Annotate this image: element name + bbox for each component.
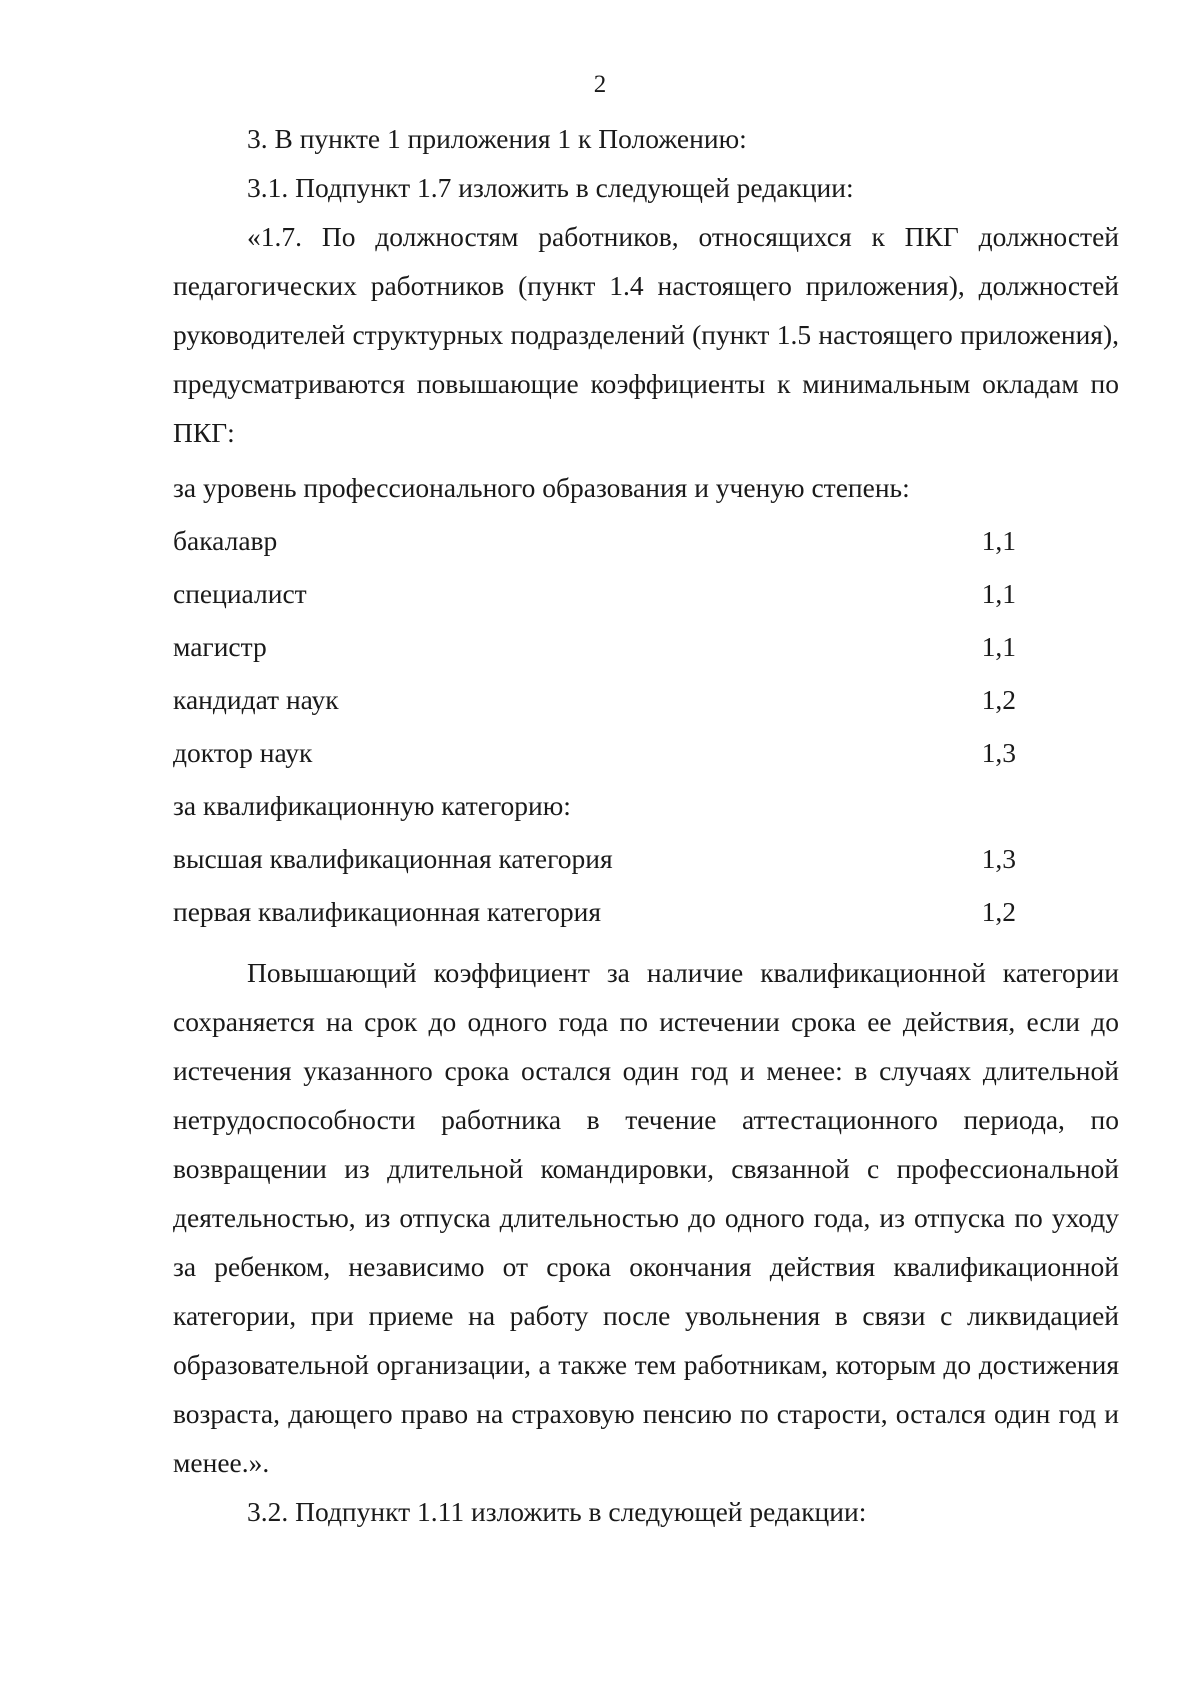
page-number: 2 bbox=[593, 71, 607, 98]
coefficient-label: высшая квалификационная категория bbox=[173, 843, 613, 874]
coefficient-value: 1,1 bbox=[981, 525, 1016, 556]
coefficient-value: 1,1 bbox=[981, 631, 1016, 662]
coefficient-row bbox=[173, 620, 1016, 673]
coefficient-row bbox=[173, 832, 1016, 885]
coefficient-label: кандидат наук bbox=[173, 684, 339, 715]
subitem-3-1: 3.1. Подпункт 1.7 изложить в следующей редакции: bbox=[247, 172, 854, 203]
coefficient-value: 1,2 bbox=[981, 684, 1016, 715]
coefficient-value: 1,3 bbox=[981, 843, 1016, 874]
document-body bbox=[173, 114, 1119, 1536]
quote-1-7-paragraph: «1.7. По должностям работников, относящихся к ПКГ должностей педагогических работников (пункт 1.4 настоящего приложения), должностей руководителей структурных подразделений (пункт 1.5 настоящего приложения), предусматриваются повышающие коэффициенты к минимальным окладам по ПКГ: bbox=[173, 221, 1119, 448]
education-heading: за уровень профессионального образования и ученую степень: bbox=[173, 472, 910, 503]
coefficient-row bbox=[173, 726, 1016, 779]
coefficient-row bbox=[173, 514, 1016, 567]
qualification-heading: за квалификационную категорию: bbox=[173, 790, 571, 821]
education-coefficients-list bbox=[173, 514, 1119, 779]
coefficient-value: 1,1 bbox=[981, 578, 1016, 609]
coefficient-row bbox=[173, 885, 1016, 938]
qualification-note-paragraph: Повышающий коэффициент за наличие квалификационной категории сохраняется на срок до одного года по истечении срока ее действия, если до истечения указанного срока остался один год и менее: в случаях длительной нетрудоспособности работника в течение аттестационного периода, по возвращении из длительной командировки, связанной с профессиональной деятельностью, из отпуска длительностью до одного года, из отпуска по уходу за ребенком, независимо от срока окончания действия квалификационной категории, при приеме на работу после увольнения в связи с ликвидацией образовательной организации, а также тем работникам, которым до достижения возраста, дающего право на страховую пенсию по старости, остался один год и менее.». bbox=[173, 957, 1119, 1478]
coefficient-label: первая квалификационная категория bbox=[173, 896, 602, 927]
coefficient-row bbox=[173, 567, 1016, 620]
item-3-heading: 3. В пункте 1 приложения 1 к Положению: bbox=[247, 123, 747, 154]
qualification-coefficients-list bbox=[173, 832, 1119, 938]
coefficient-label: магистр bbox=[173, 631, 267, 662]
coefficient-value: 1,2 bbox=[981, 896, 1016, 927]
coefficient-label: доктор наук bbox=[173, 737, 313, 768]
subitem-3-2: 3.2. Подпункт 1.11 изложить в следующей редакции: bbox=[247, 1496, 867, 1527]
coefficient-label: специалист bbox=[173, 578, 307, 609]
coefficient-label: бакалавр bbox=[173, 525, 278, 556]
coefficient-row bbox=[173, 673, 1016, 726]
coefficient-value: 1,3 bbox=[981, 737, 1016, 768]
